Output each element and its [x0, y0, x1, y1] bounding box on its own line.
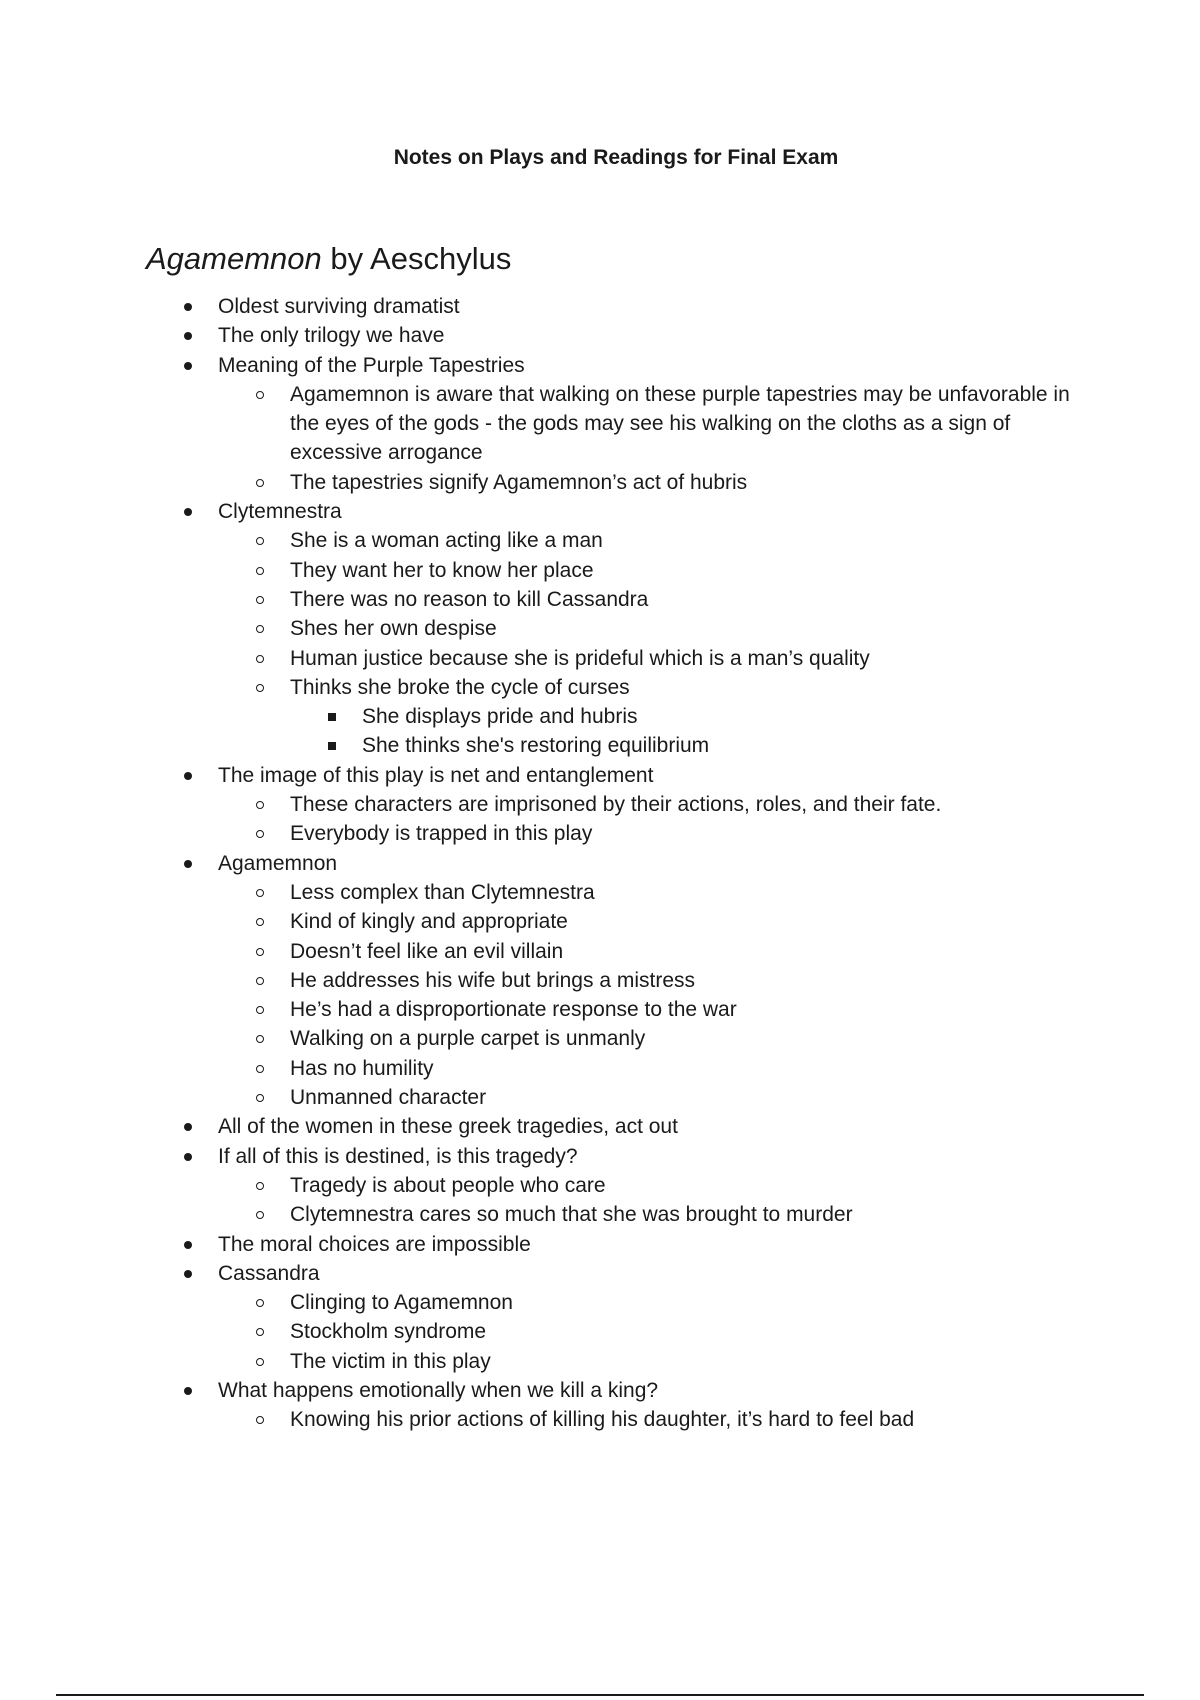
list-item	[0, 351, 1200, 497]
list-item-text: Doesn’t feel like an evil villain	[290, 939, 564, 963]
list-item-text: She thinks she's restoring equilibrium	[362, 734, 710, 758]
sub-list-item	[218, 380, 1200, 468]
list-item	[0, 849, 1200, 1113]
section-heading	[146, 240, 511, 278]
play-title: Agamemnon	[146, 241, 322, 276]
play-author: by Aeschylus	[321, 241, 512, 276]
list-item-text: They want her to know her place	[290, 558, 594, 582]
list-item-text: He’s had a disproportionate response to the war	[290, 998, 737, 1022]
sub-list-item	[218, 614, 1200, 643]
list-item-text: Clinging to Agamemnon	[290, 1291, 513, 1315]
list-item-text: He addresses his wife but brings a mistress	[290, 968, 695, 992]
list-item-text: Walking on a purple carpet is unmanly	[290, 1027, 646, 1051]
list-item-text: Everybody is trapped in this play	[290, 822, 593, 846]
sub-list-item	[218, 585, 1200, 614]
sub-list-item	[218, 556, 1200, 585]
list-item-text: She is a woman acting like a man	[290, 529, 603, 553]
sub-list-item	[218, 644, 1200, 673]
sub-list-item	[218, 1347, 1200, 1376]
list-item-text: Less complex than Clytemnestra	[290, 880, 595, 904]
list-item-text: These characters are imprisoned by their actions, roles, and their fate.	[290, 793, 942, 817]
list-item-text: The only trilogy we have	[218, 324, 445, 348]
sub-list	[218, 1288, 1200, 1376]
list-item-text: Cassandra	[218, 1261, 320, 1285]
list-item	[0, 1376, 1200, 1435]
list-item-text: If all of this is destined, is this tragedy?	[218, 1144, 578, 1168]
page-title: Notes on Plays and Readings for Final Exam	[393, 146, 839, 169]
sub-list-item	[218, 468, 1200, 497]
sub-list-item	[218, 937, 1200, 966]
sub-list-item	[218, 966, 1200, 995]
list-item	[0, 761, 1200, 849]
sub-sub-list-item	[290, 702, 1090, 731]
sub-list-item	[218, 526, 1200, 555]
list-item-text: Oldest surviving dramatist	[218, 295, 460, 318]
sub-list-item	[218, 1171, 1200, 1200]
list-item-text: Agamemnon is aware that walking on these purple tapestries may be unfavorable in the eyes of the gods - the gods may see his walking on the cloths as a sign of excessive arrogance	[290, 382, 1070, 465]
list-item-text: Shes her own despise	[290, 617, 497, 641]
sub-list-item	[218, 995, 1200, 1024]
sub-sub-list	[290, 702, 1090, 761]
sub-list	[218, 790, 1200, 849]
list-item	[0, 1259, 1200, 1376]
list-item-text: Stockholm syndrome	[290, 1320, 487, 1344]
sub-list-item	[218, 1405, 1200, 1434]
sub-list	[218, 1171, 1200, 1230]
list-item	[0, 1112, 1200, 1141]
sub-list-item	[218, 1288, 1200, 1317]
list-item-text: Unmanned character	[290, 1086, 487, 1110]
notes-list	[0, 292, 1200, 1435]
list-item-text: Knowing his prior actions of killing his daughter, it’s hard to feel bad	[290, 1408, 915, 1432]
list-item-text: Clytemnestra cares so much that she was brought to murder	[290, 1203, 853, 1227]
list-item-text: There was no reason to kill Cassandra	[290, 587, 649, 611]
list-item-text: What happens emotionally when we kill a king?	[218, 1378, 659, 1402]
list-item-text: The victim in this play	[290, 1349, 491, 1373]
list-item-text: Has no humility	[290, 1056, 434, 1080]
list-item-text: The image of this play is net and entanglement	[218, 763, 654, 787]
list-item-text: Kind of kingly and appropriate	[290, 910, 568, 934]
list-item-text: The tapestries signify Agamemnon’s act of hubris	[290, 470, 748, 494]
sub-list-item	[218, 907, 1200, 936]
list-item-text: Clytemnestra	[218, 500, 342, 524]
list-item-text: Meaning of the Purple Tapestries	[218, 353, 525, 377]
list-item-text: Agamemnon	[218, 851, 338, 875]
sub-list-item	[218, 790, 1200, 819]
sub-sub-list-item	[290, 731, 1090, 760]
sub-list-item	[218, 1200, 1200, 1229]
footer-rule	[56, 1694, 1144, 1696]
list-item-text: She displays pride and hubris	[362, 705, 638, 729]
list-item	[0, 1142, 1200, 1230]
list-item-text: The moral choices are impossible	[218, 1232, 531, 1256]
sub-list	[218, 526, 1200, 760]
sub-list-item	[218, 673, 1200, 761]
list-item	[0, 321, 1200, 350]
list-item-text: All of the women in these greek tragedies, act out	[218, 1115, 678, 1139]
sub-list-item	[218, 1317, 1200, 1346]
sub-list-item	[218, 1024, 1200, 1053]
list-item-text: Tragedy is about people who care	[290, 1173, 606, 1197]
sub-list	[218, 380, 1200, 497]
list-item	[0, 497, 1200, 761]
bullet-list	[0, 292, 1200, 1435]
sub-list-item	[218, 819, 1200, 848]
list-item	[0, 1230, 1200, 1259]
sub-list	[218, 878, 1200, 1112]
sub-list-item	[218, 1054, 1200, 1083]
sub-list-item	[218, 1083, 1200, 1112]
list-item	[0, 292, 1200, 321]
list-item-text: Human justice because she is prideful which is a man’s quality	[290, 646, 870, 670]
list-item-text: Thinks she broke the cycle of curses	[290, 675, 630, 699]
sub-list	[218, 1405, 1200, 1434]
sub-list-item	[218, 878, 1200, 907]
